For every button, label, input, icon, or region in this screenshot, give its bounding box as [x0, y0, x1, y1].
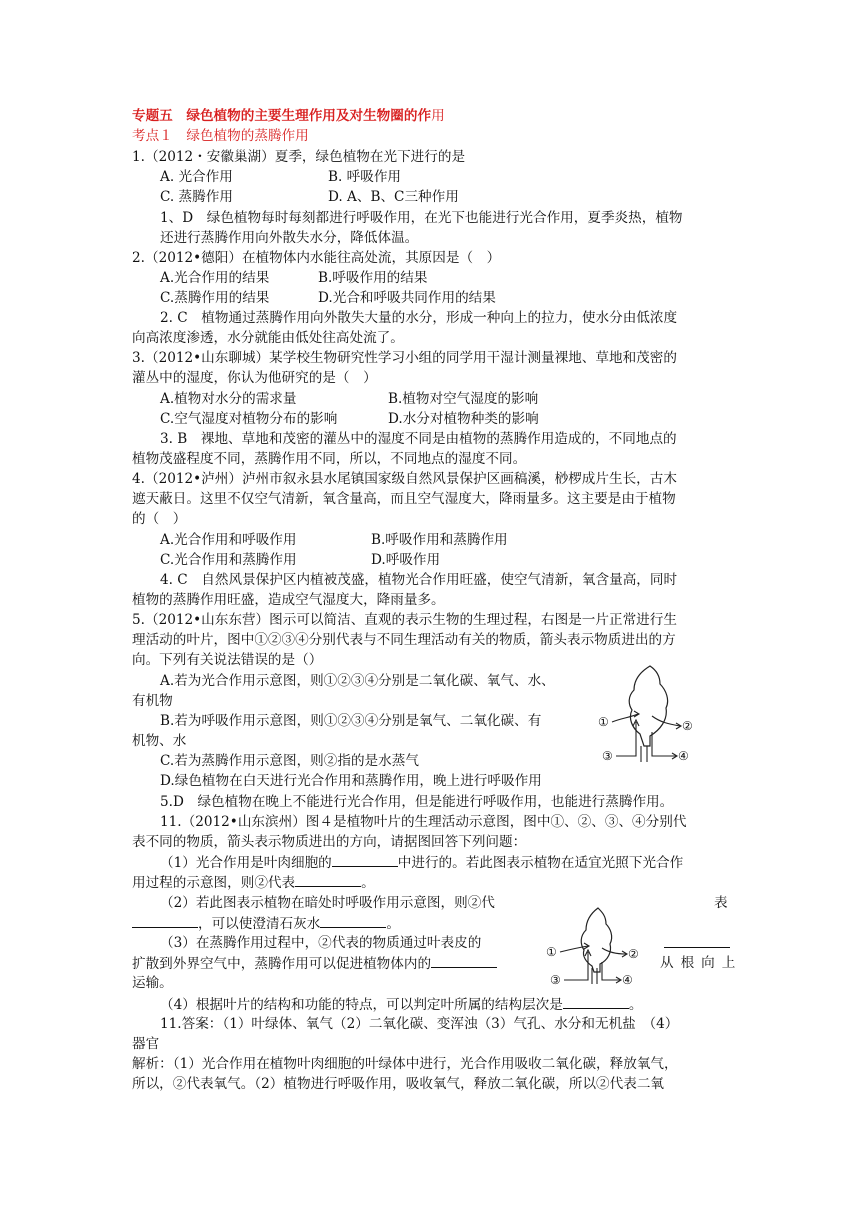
q11-blank-5[interactable] — [664, 933, 730, 948]
q2-option-a: A.光合作用的结果 — [160, 270, 270, 286]
leaf-diagram-q11 — [546, 906, 650, 986]
q11-part3-line2 — [132, 953, 497, 974]
q5-stem-line2: 理活动的叶片，图中①②③④分别代表与不同生理活动有关的物质，箭头表示物质进出的方 — [132, 632, 676, 648]
q11-stem-line2: 表不同的物质，箭头表示物质进出的方向，请据图回答下列问题： — [132, 834, 527, 850]
q4-answer-line1: 4. C 自然风景保护区内植被茂盛，植物光合作用旺盛，使空气清新，氧含量高，同时 — [160, 572, 678, 588]
q1-stem: 1.（2012・安徽巢湖）夏季，绿色植物在光下进行的是 — [132, 149, 466, 165]
q3-option-a: A.植物对水分的需求量 — [160, 391, 297, 407]
title-main: 专题五 绿色植物的主要生理作用及对生物圈的作 — [132, 108, 432, 124]
fig2-label-3: ③ — [550, 973, 561, 986]
leaf-outline — [629, 666, 667, 746]
q11-blank-6[interactable] — [431, 953, 497, 968]
q11-part3-blank-wrap — [664, 933, 730, 954]
arrow-1 — [612, 714, 638, 722]
q3-option-b: B.植物对空气湿度的影响 — [388, 391, 539, 407]
q5-option-d: D.绿色植物在白天进行光合作用和蒸腾作用，晚上进行呼吸作用 — [160, 773, 542, 789]
q11-explanation-line1: 解析：（1）光合作用在植物叶肉细胞的叶绿体中进行，光合作用吸收二氧化碳，释放氧气， — [132, 1056, 678, 1072]
q4-option-a: A.光合作用和呼吸作用 — [160, 532, 297, 548]
q1-option-d: D. A、B、C三种作用 — [328, 189, 459, 205]
q11-answer-line2: 器官 — [132, 1036, 160, 1052]
q5-stem-line3: 向。下列有关说法错误的是（） — [132, 652, 323, 668]
q2-option-c: C.蒸腾作用的结果 — [160, 290, 270, 306]
q5-option-a-line2: 有机物 — [132, 693, 173, 709]
q11-part3-text-c: 从根向上 — [660, 955, 743, 971]
fig1-label-3: ③ — [602, 749, 613, 763]
q11-part3-line1: （3）在蒸腾作用过程中，②代表的物质通过叶表皮的 — [160, 935, 482, 951]
q11-part1-text-c: 用过程的示意图，则②代表 — [132, 875, 296, 891]
q11-part3-text-d: 运输。 — [132, 975, 173, 991]
q11-part1-line1 — [160, 852, 683, 873]
q1-option-c: C. 蒸腾作用 — [160, 189, 233, 205]
fig1-label-4: ④ — [678, 749, 689, 763]
q11-part1-text-d: 。 — [361, 875, 375, 891]
fig1-label-1: ① — [598, 715, 609, 729]
title-tail: 用 — [431, 108, 445, 124]
q4-answer-line2: 植物的蒸腾作用旺盛，造成空气湿度大，降雨量多。 — [132, 592, 445, 608]
q11-blank-2[interactable] — [295, 872, 361, 887]
q4-stem-line2: 遮天蔽日。这里不仅空气清新，氧含量高，而且空气湿度大，降雨量多。这主要是由于植物 — [132, 491, 676, 507]
fig1-label-2: ② — [682, 719, 693, 733]
leaf-outline — [581, 908, 611, 972]
leaf-diagram-q5 — [598, 662, 702, 766]
q5-option-c: C.若为蒸腾作用示意图，则②指的是水蒸气 — [160, 753, 419, 769]
q11-part4-text-b: 。 — [628, 997, 643, 1013]
q4-option-c: C.光合作用和蒸腾作用 — [160, 552, 297, 568]
q2-answer-line1: 2. C 植物通过蒸腾作用向外散失大量的水分，形成一种向上的拉力，使水分由低浓度 — [160, 310, 678, 326]
q5-option-b-line1: B.若为呼吸作用示意图，则①②③④分别是氧气、二氧化碳、有 — [160, 713, 542, 729]
q2-option-b: B.呼吸作用的结果 — [318, 270, 428, 286]
q3-option-c: C.空气湿度对植物分布的影响 — [160, 411, 338, 427]
q2-stem: 2.（2012•德阳）在植物体内水能往高处流，其原因是（ ） — [132, 250, 501, 266]
q11-explanation-line2: 所以，②代表氧气。（2）植物进行呼吸作用，吸收氧气，释放二氧化碳，所以②代表二氧 — [132, 1076, 665, 1092]
fig2-label-4: ④ — [622, 973, 633, 986]
q2-option-d: D.光合和呼吸共同作用的结果 — [318, 290, 496, 306]
section-heading: 考点１ 绿色植物的蒸腾作用 — [132, 128, 309, 144]
q11-part1-text-b: 中进行的。若此图表示植物在适宜光照下光合作 — [397, 855, 684, 871]
q3-stem-line1: 3.（2012•山东聊城）某学校生物研究性学习小组的同学用干湿计测量裸地、草地和茂密的 — [132, 350, 677, 366]
q11-part3-text-b: 扩散到外界空气中，蒸腾作用可以促进植物体内的 — [132, 956, 432, 972]
q1-option-a: A. 光合作用 — [160, 169, 233, 185]
arrow-3 — [564, 952, 588, 980]
q1-answer-line2: 还进行蒸腾作用向外散失水分，降低体温。 — [160, 230, 419, 246]
q4-stem-line3: 的（ ） — [132, 511, 187, 527]
q2-answer-line2: 向高浓度渗透，水分就能由低处往高处流了。 — [132, 330, 404, 346]
q3-answer-line1: 3. B 裸地、草地和茂密的灌丛中的湿度不同是由植物的蒸腾作用造成的，不同地点的 — [160, 431, 677, 447]
q5-answer: 5.D 绿色植物在晚上不能进行光合作用，但是能进行呼吸作用，也能进行蒸腾作用。 — [160, 794, 674, 810]
q11-stem-line1: 11.（2012•山东滨州）图４是植物叶片的生理活动示意图，图中①、②、③、④分别代 — [160, 814, 687, 830]
q5-option-b-line2: 机物、水 — [132, 733, 187, 749]
q11-part2-text-c: ，可以使澄清石灰水 — [198, 916, 321, 932]
page-title — [132, 106, 445, 126]
q4-stem-line1: 4.（2012•泸州）泸州市叙永县水尾镇国家级自然风景保护区画稿溪，桫椤成片生长，古木 — [132, 471, 677, 487]
fig2-label-2: ② — [628, 947, 639, 961]
q11-blank-1[interactable] — [332, 852, 398, 867]
q4-option-d: D.呼吸作用 — [371, 552, 441, 568]
q11-part2-line2 — [132, 913, 400, 934]
q11-part1-line2 — [132, 872, 375, 893]
q11-part2-biao: 表 — [714, 895, 728, 911]
q1-answer-line1: 1、D 绿色植物每时每刻都进行呼吸作用，在光下也能进行光合作用，夏季炎热，植物 — [160, 210, 683, 226]
q4-option-b: B.呼吸作用和蒸腾作用 — [371, 532, 508, 548]
q11-blank-7[interactable] — [563, 994, 629, 1009]
q3-answer-line2: 植物茂盛程度不同，蒸腾作用不同，所以，不同地点的湿度不同。 — [132, 451, 527, 467]
q11-blank-4[interactable] — [320, 913, 386, 928]
q11-part4-text-a: （4）根据叶片的结构和功能的特点，可以判定叶所属的结构层次是 — [160, 997, 563, 1013]
fig2-label-1: ① — [546, 945, 557, 959]
q11-part2-line1: （2）若此图表示植物在暗处时呼吸作用示意图，则②代 — [160, 895, 495, 911]
q3-option-d: D.水分对植物种类的影响 — [388, 411, 539, 427]
q11-part2-text-d: 。 — [386, 916, 400, 932]
arrow-4 — [652, 732, 676, 756]
q1-option-b: B. 呼吸作用 — [328, 169, 402, 185]
q11-answer-line1: 11.答案：（1）叶绿体、氧气（2）二氧化碳、变浑浊（3）气孔、水分和无机盐 （4） — [160, 1016, 679, 1032]
q11-part4-line — [160, 994, 642, 1015]
q11-part1-text-a: （1）光合作用是叶肉细胞的 — [160, 855, 332, 871]
q5-option-a-line1: A.若为光合作用示意图，则①②③④分别是二氧化碳、氧气、水、 — [160, 673, 555, 689]
q3-stem-line2: 灌丛中的湿度，你认为他研究的是（ ） — [132, 370, 377, 386]
q11-blank-3[interactable] — [132, 913, 198, 928]
q5-stem-line1: 5.（2012•山东东营）图示可以简洁、直观的表示生物的生理过程，右图是一片正常进行生 — [132, 612, 677, 628]
